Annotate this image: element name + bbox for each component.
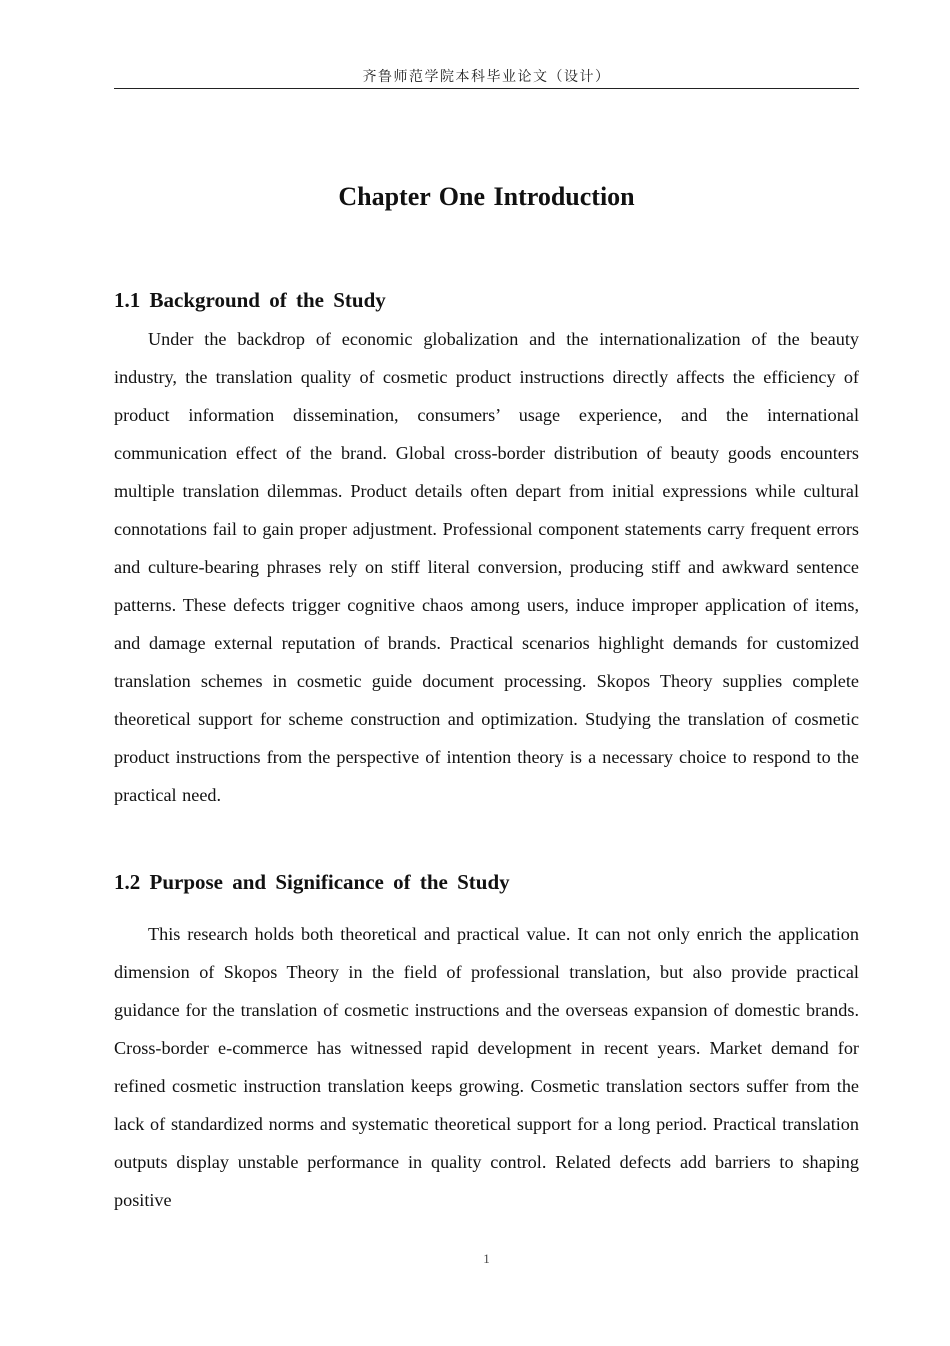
chapter-title: Chapter One Introduction [338,182,635,211]
section-heading-1-1: 1.1 Background of the Study [114,288,386,312]
running-header: 齐鲁师范学院本科毕业论文（设计） [362,69,611,85]
section-paragraph-1-1: Under the backdrop of economic globalization and the internationalization of the beauty industry, the translation quality of cosmetic product instructions directly affects the efficiency of product information dissemination, consumers’ usage experience, and the international communication effect of the brand. Global cross-border distribution of beauty goods encounters multiple translation dilemmas. Product details often depart from initial expressions while cultural connotations fail to gain proper adjustment. Professional component statements carry frequent errors and culture-bearing phrases rely on stiff literal conversion, producing stiff and awkward sentence patterns. These defects trigger cognitive chaos among users, induce improper application of items, and damage external reputation of brands. Practical scenarios highlight demands for customized translation schemes in cosmetic guide document processing. Skopos Theory supplies complete theoretical support for scheme construction and optimization. Studying the translation of cosmetic product instructions from the perspective of intention theory is a necessary choice to respond to the practical need. [114,329,859,805]
section-heading-1-2: 1.2 Purpose and Significance of the Study [114,870,510,894]
page-number: 1 [483,1251,490,1266]
header-rule [114,88,859,89]
section-paragraph-1-2: This research holds both theoretical and practical value. It can not only enrich the application dimension of Skopos Theory in the field of professional translation, but also provide practical guidance for the translation of cosmetic instructions and the overseas expansion of domestic brands. Cross-border e-commerce has witnessed rapid development in recent years. Market demand for refined cosmetic instruction translation keeps growing. Cosmetic translation sectors suffer from the lack of standardized norms and systematic theoretical support for a long period. Practical translation outputs display unstable performance in quality control. Related defects add barriers to shaping positive [114,924,859,1210]
